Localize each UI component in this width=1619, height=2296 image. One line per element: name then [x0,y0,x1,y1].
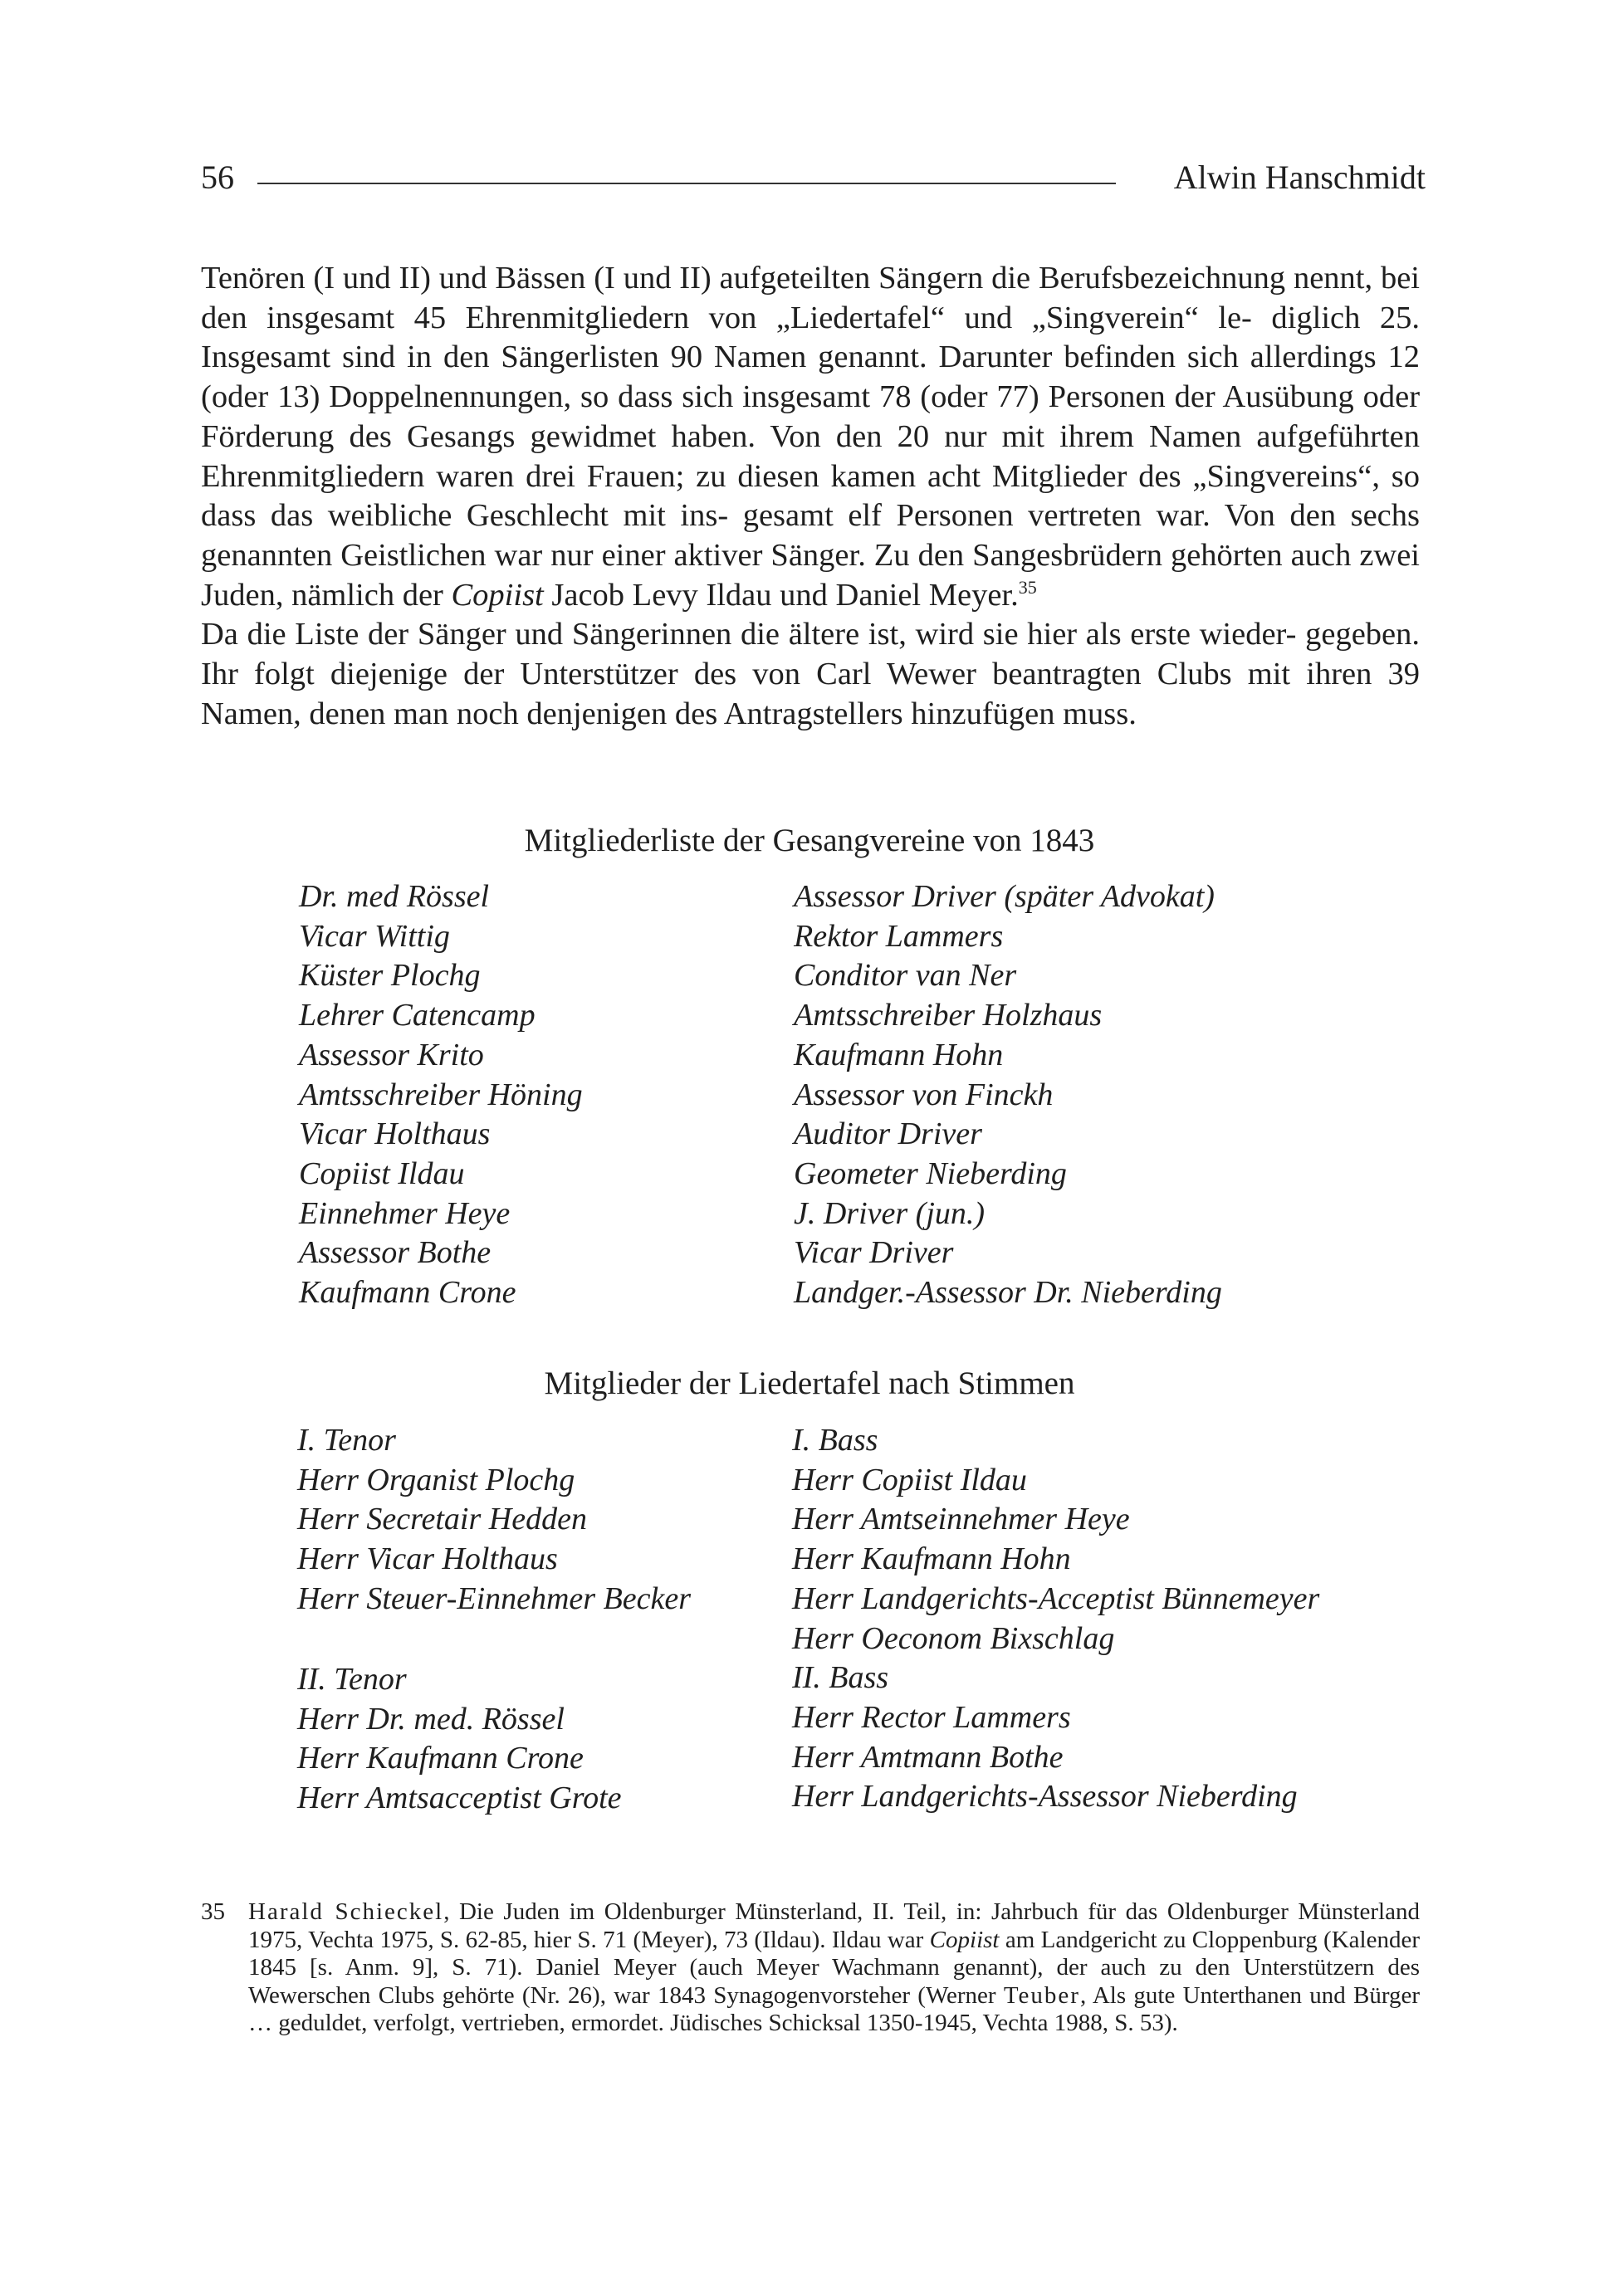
list-item: Copiist Ildau [299,1155,465,1191]
list-item: Amtsschreiber Höning [299,1077,583,1112]
footnote-text-part: , Die Juden im Oldenburger Münsterland, II. Teil, in: Jahrbuch für das Oldenburger Münsterland 1975, Vechta 1975, S. 62-85, hier S. 71 (Meyer), 73 (Ildau). Ildau war [248,1898,1420,1953]
voice-heading: I. Bass [792,1423,878,1458]
list-item: Herr Organist Plochg [297,1462,575,1497]
list-item: Küster Plochg [299,958,481,994]
list2-bass-column [792,1421,1319,1817]
footnote-text [248,1898,1420,2038]
list-item: Einnehmer Heye [299,1195,511,1231]
list-item: Herr Landgerichts-Acceptist Bünnemeyer [792,1580,1320,1616]
list-item: Lehrer Catencamp [299,998,536,1033]
list-item: Assessor Driver (später Advokat) [794,879,1215,914]
list-item: Herr Landgerichts-Assessor Nieberding [792,1779,1298,1815]
paragraph-1 [201,259,1420,615]
text-line: mit ihren 39 Namen, denen man noch denjenigen des Antragstellers hinzufügen muss. [201,657,1420,731]
list-item: Herr Oeconom Bixschlag [792,1620,1115,1656]
list-item: Rektor Lammers [794,918,1004,954]
list-item: Kaufmann Hohn [794,1037,1004,1072]
voice-heading: II. Bass [792,1660,889,1696]
list-item: Herr Dr. med. Rössel [297,1701,565,1737]
paragraph-2 [201,615,1420,734]
list-item: Amtsschreiber Holzhaus [794,998,1103,1033]
footnote-text-part: am Landgericht zu Cloppenburg (Kalender 1845 [s. Anm. 9], S. 71). Daniel Meyer (auch Meyer Wachmann genannt), der auch zu den Unterstützern des Wewerschen Clubs gehörte (Nr. 26), war 1843 Synagogenvorsteher (Werner [248,1926,1420,2009]
voice-heading: II. Tenor [297,1662,407,1697]
list-item: Conditor van Ner [794,958,1017,994]
text-line: sich allerdings 12 (oder 13) Doppelnennungen, so dass sich insgesamt 78 (oder 77) [201,340,1421,415]
list-item: Herr Steuer-Einnehmer Becker [297,1580,692,1616]
footnote-number: 35 [201,1898,225,1925]
page-number: 56 [201,159,234,196]
text-line: gegeben. Ihr folgt diejenige der Unterstützer des von Carl Wewer beantragten Clubs [201,617,1420,692]
list2-tenor1-column [297,1421,691,1619]
text-line: gesamt elf Personen vertreten war. Von den sechs genannten Geistlichen war nur [201,498,1421,573]
text-line: nur mit ihrem Namen aufgeführten Ehrenmitgliedern waren drei Frauen; zu diesen [201,418,1421,494]
list-item: Herr Rector Lammers [792,1699,1071,1735]
text-line: diglich 25. Insgesamt sind in den Sängerlisten 90 Namen genannt. Darunter befinden [201,300,1421,375]
list1-heading: Mitgliederliste der Gesangvereine von 1843 [524,823,1095,858]
list-item: Herr Kaufmann Hohn [792,1541,1071,1577]
list-item: Auditor Driver [794,1116,982,1152]
footnote-reference[interactable]: 35 [1018,576,1037,598]
list1-left-column [299,877,583,1313]
text-line: einer aktiver Sänger. Zu den Sangesbrüdern gehörten auch zwei Juden, nämlich der [201,537,1420,613]
text-line: Da die Liste der Sänger und Sängerinnen die ältere ist, wird sie hier als erste wieder- [201,617,1297,652]
list-item: Kaufmann Crone [299,1275,516,1311]
footnote-author: Harald Schieckel [248,1898,444,1925]
list-item: Geometer Nieberding [794,1155,1067,1191]
text-line: kamen acht Mitglieder des „Singvereins“, so dass das weibliche Geschlecht mit ins- [201,458,1421,534]
header-rule [257,183,1116,184]
text-line: Tenören (I und II) und Bässen (I und II) aufgeteilten Sängern die Berufsbezeichnung [201,261,1286,296]
footnote-author: Teuber [1003,1981,1080,2009]
list2-tenor2-column [297,1660,622,1819]
text-line: nennt, bei den insgesamt 45 Ehrenmitgliedern von „Liedertafel“ und „Singverein“ le- [201,261,1420,335]
list-item: Herr Vicar Holthaus [297,1541,558,1577]
list-item: Assessor von Finckh [794,1077,1054,1112]
list-item: Herr Kaufmann Crone [297,1741,584,1776]
list-item: Vicar Holthaus [299,1116,491,1152]
list-item: Assessor Bothe [299,1235,492,1271]
footnote-text-part: , Als gute Unterthanen und Bürger … geduldet, verfolgt, vertrieben, ermordet. Jüdisches Schicksal 1350-1945, Vechta 1988, S. 53). [248,1981,1420,2036]
voice-heading: I. Tenor [297,1423,396,1458]
list1-right-column [794,877,1222,1313]
list-item: Herr Secretair Hedden [297,1502,587,1537]
list-item: Landger.-Assessor Dr. Nieberding [794,1275,1222,1311]
list-item: Herr Copiist Ildau [792,1462,1027,1497]
list-item: Herr Amtsacceptist Grote [297,1781,622,1816]
list-item: Herr Amtmann Bothe [792,1739,1064,1775]
text-line: Jacob Levy Ildau und Daniel Meyer. [543,577,1019,613]
italic-term: Copiist [451,577,544,613]
body-text [201,259,1420,734]
list-item: J. Driver (jun.) [794,1195,986,1231]
list-item: Vicar Wittig [299,918,450,954]
list-item: Assessor Krito [299,1037,484,1072]
footnote-35 [201,1898,1420,2038]
running-header-author: Alwin Hanschmidt [1173,159,1426,196]
italic-term: Copiist [929,1926,1000,1953]
text-line: Personen der Ausübung oder Förderung des Gesangs gewidmet haben. Von den 20 [201,379,1421,454]
list-item: Herr Amtseinnehmer Heye [792,1502,1130,1537]
list2-heading: Mitglieder der Liedertafel nach Stimmen [544,1365,1075,1401]
list-item: Dr. med Rössel [299,879,490,914]
list-item: Vicar Driver [794,1235,954,1271]
running-header [201,154,1426,201]
